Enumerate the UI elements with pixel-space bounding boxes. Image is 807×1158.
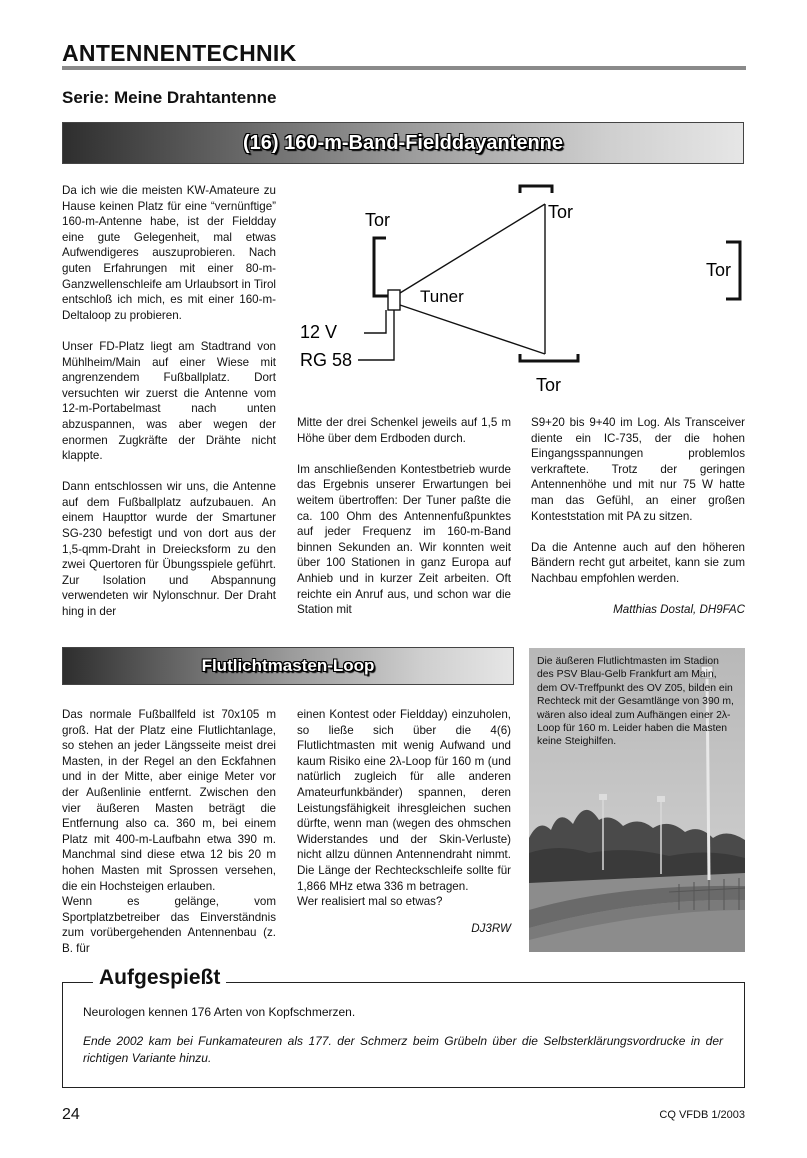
article1-column-2	[297, 415, 511, 618]
stadium-photo	[529, 648, 745, 952]
author-signature: DJ3RW	[471, 922, 511, 936]
label-tor-left: Tor	[365, 210, 391, 230]
goal-top	[520, 186, 552, 193]
paragraph: Wenn es gelänge, vom Sportplatzbetreiber das Einverständnis zum vorübergehenden Antennenbau (z. B. für	[62, 895, 276, 955]
label-tor-bottom: Tor	[536, 375, 562, 395]
tuner-box	[388, 290, 400, 310]
paragraph: Im anschließenden Kontestbetrieb wurde das Ergebnis unserer Erwartungen bei weitem übertroffen: Der Tuner paßte die ca. 100 Ohm des Antennenfußpunktes auf jeder Frequenz im 160-m-Band binnen Sekunden an. Wir konnten weit über 100 Stationen in ganz Europa auf Anhieb und in kurzer Zeit arbeiten. Oft reichte ein Anruf aus, und schon war die Station mit	[297, 462, 511, 617]
paragraph: Da ich wie die meisten KW-Amateure zu Hause keinen Platz für eine “vernünftige” 160-m-Antenne habe, ist der Fieldday eine gute Gelegenheit, mal etwas Aufwendigeres auszuprobieren. Nach guten Erfahrungen mit einer 80-m-Ganzwellenschleife am Urlaubsort in Tirol entschloß ich mich, es mit einer 160-m-Deltaloop zu probieren.	[62, 184, 276, 322]
series-title: Serie: Meine Drahtantenne	[62, 88, 277, 107]
goal-bottom	[520, 354, 578, 361]
header-rule	[62, 66, 746, 70]
goal-left	[374, 238, 394, 296]
box-title: Aufgespießt	[93, 966, 226, 990]
article1-banner	[62, 122, 744, 164]
label-rg58: RG 58	[300, 350, 353, 370]
author-signature: Matthias Dostal, DH9FAC	[613, 603, 745, 617]
lead-rg58	[358, 310, 394, 360]
box-text-italic: Ende 2002 kam bei Funkamateuren als 177. der Schmerz beim Grübeln über die Selbsterklärungsvordrucke in der richtigen Variante hinzu.	[83, 1034, 723, 1065]
page-number: 24	[62, 1106, 80, 1123]
label-tor-top: Tor	[548, 202, 574, 222]
article2-title: Flutlichtmasten-Loop	[201, 656, 375, 675]
paragraph: Mitte der drei Schenkel jeweils auf 1,5 m Höhe über dem Erdboden durch.	[297, 416, 511, 445]
lead-12v	[364, 310, 386, 333]
box-text: Neurologen kennen 176 Arten von Kopfschmerzen.	[83, 1005, 356, 1019]
paragraph: Unser FD-Platz liegt am Stadtrand von Mühlheim/Main auf einer Wiese mit angrenzendem Fußballplatz. Dort versuchten wir zuerst die Antenne vom 12-m-Portabelmast nach unten abzuspannen, was aber wegen der enormen Zugkräfte der Drähte nicht klappte.	[62, 339, 276, 463]
article1-column-3	[531, 415, 745, 618]
loop-wire-upper	[400, 204, 545, 293]
aufgespiesst-box	[62, 966, 745, 1088]
paragraph: Da die Antenne auch auf den höheren Bändern recht gut arbeitet, kann sie zum Nachbau empfohlen werden.	[531, 540, 745, 585]
label-tuner: Tuner	[420, 287, 464, 306]
article1-title: (16) 160-m-Band-Fielddayantenne	[242, 131, 564, 154]
issue-label: CQ VFDB 1/2003	[659, 1109, 745, 1121]
paragraph: S9+20 bis 9+40 im Log. Als Transceiver diente ein IC-735, der die hohen Eingangsspannungen problemlos verkraftete. Trotz der geringen Antennenhöhe und mit nur 75 W hatte man das Gefühl, an einer großen Konteststation mit PA zu sitzen.	[531, 416, 745, 523]
paragraph: Wer realisiert mal so etwas?	[297, 895, 443, 909]
paragraph: Dann entschlossen wir uns, die Antenne auf dem Fußballplatz aufzubauen. An einem Haupttor wurde der Smartuner SG-230 befestigt und von dort aus der 1,5-qmm-Draht in Dreiecksform zu den zwei Quertoren für Übungsspiele geführt. Zur Isolation und Abspannung verwendeten wir Nylonschnur. Der Draht hing in der	[62, 480, 276, 619]
photo-caption: Die äußeren Flutlichtmasten im Stadion des PSV Blau-Gelb Frankfurt am Main, dem OV-Treffpunkt des OV Z05, bilden ein Rechteck mit der Gesamtlänge von 390 m, wären also ideal zum Aufhängen einer 2λ-Loop für 160 m. Leider haben die Masten keine Steighilfen.	[537, 656, 734, 748]
paragraph: einen Kontest oder Fieldday) einzuholen, so ließe sich über die 4(6) Flutlichtmasten mit wenig Aufwand und kaum Risiko eine 2λ-Loop für 160 m (und natürlich zugleich für alle anderen Amateurfunkbänder) spannen, deren Leistungsfähigkeit ihresgleichen suchen dürfte, wenn man (wegen des ohmschen Widerstandes und der Skin-Verluste) nicht allzu dünnen Antennendraht nimmt. Die Länge der Rechteckschleife sollte für 1,866 MHz etwa 336 m betragen.	[297, 708, 511, 893]
loop-wire-lower	[400, 305, 545, 354]
label-tor-right: Tor	[706, 260, 732, 280]
section-title: ANTENNENTECHNIK	[62, 40, 297, 66]
label-12v: 12 V	[300, 322, 338, 342]
paragraph: Das normale Fußballfeld ist 70x105 m groß. Hat der Platz eine Flutlichtanlage, so stehen an jeder Längsseite meist drei Masten, in der Regel an den Eckfahnen und in der Mitte, aber einige Meter vor der Außenlinie entfernt. Zwischen den vier äußeren Masten beträgt die Entfernung also ca. 360 m, bei einem Platz mit 400-m-Laufbahn etwa 390 m. Manchmal sind diese etwa 12 bis 20 m hohen Masten mit Sprossen versehen, die ein Hochsteigen erlauben.	[62, 708, 276, 893]
antenna-diagram	[290, 180, 745, 400]
article2-column-1	[62, 707, 276, 957]
article2-banner	[62, 647, 514, 685]
article2-column-2	[297, 707, 511, 937]
article1-column-1	[62, 183, 276, 620]
